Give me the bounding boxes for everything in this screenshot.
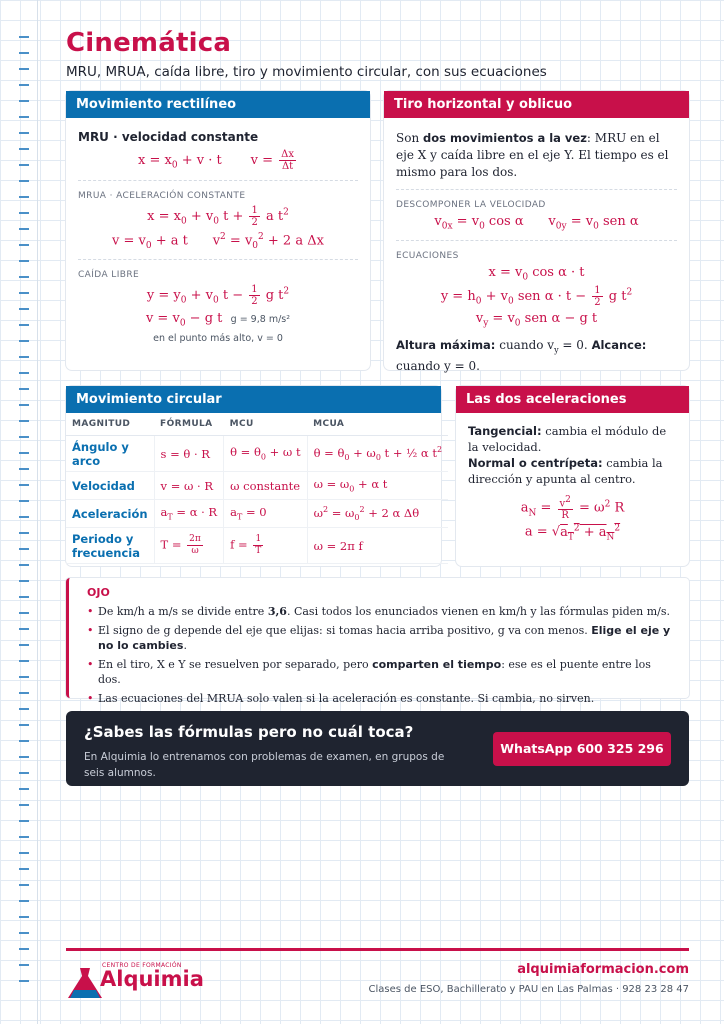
row-label: Aceleración: [66, 500, 154, 528]
table-row: Ángulo y arco s = θ · R $\theta = \theta_0 + \omega$ t $\theta = \theta_0 + \omega_0$ t + ½ α $t^2$: [66, 436, 448, 472]
total-formula: $a = √a_T^2 + a_N^2$: [524, 523, 621, 543]
warning-item: • En el tiro, X e Y se resuelven por separado, pero comparten el tiempo: ese es el puente entre los dos.: [87, 657, 675, 687]
card-title: Movimiento circular: [66, 386, 441, 413]
col-header: MAGNITUD: [66, 413, 154, 436]
warning-item: • De km/h a m/s se divide entre 3,6. Casi todos los enunciados vienen en km/h y las fórmulas piden m/s.: [87, 604, 675, 619]
mrua-label: MRUA · ACELERACIÓN CONSTANTE: [78, 191, 246, 201]
mrua-formula-2: $v = v_0 + a$ t $v^2 = v_0^2 + 2$ a Δx: [112, 232, 324, 251]
normal-formula: $a_N$ = $\frac{v^2}{R}$ = $\omega^2$ R: [520, 495, 625, 522]
alquimia-logo: [66, 962, 204, 991]
caida-label: CAÍDA LIBRE: [78, 269, 140, 280]
caida-note: en el punto más alto, v = 0: [153, 332, 283, 344]
tangencial-text: Tangencial: cambia el módulo de la velocidad.: [468, 424, 667, 454]
card-tiro: [384, 91, 689, 374]
page-title: Cinemática: [66, 28, 232, 58]
card-title: Tiro horizontal y oblicuo: [384, 91, 689, 118]
caida-formula-1: $y = y_0 + v_0$ t − $\frac{1}{2}$ g $t^2$: [146, 283, 290, 307]
caida-formula-2: $v = v_0 - g$ t g = 9,8 m/s²: [145, 310, 291, 329]
mru-formula: $x = x_0 + v \cdot t$ v = $\frac{\Delta x}{\Delta t}$: [138, 149, 294, 172]
notebook-spiral-marks: [19, 36, 29, 996]
footer-url-link[interactable]: alquimiaformacion.com: [517, 962, 689, 977]
warning-item: • El signo de g depende del eje que elijas: si tomas hacia arriba positivo, g va con menos. Elige el eje y no lo cambies.: [87, 623, 675, 653]
mrua-formula-1: $x = x_0 + v_0$ t + $\frac{1}{2}$ a $t^2$: [147, 205, 289, 228]
col-header: MCU: [224, 413, 308, 436]
circular-table: [66, 413, 448, 564]
mru-label: MRU · velocidad constante: [78, 130, 259, 144]
col-header: FÓRMULA: [154, 413, 224, 436]
tiro-formula-vy: $v_y = v_0$ sen α − g t: [475, 311, 598, 329]
table-row: Velocidad v = ω · R ω constante $\omega = \omega_0 + \alpha$ t: [66, 472, 448, 500]
card-movimiento-circular: [66, 386, 441, 566]
cta-text: En Alquimia lo entrenamos con problemas de examen, en grupos de seis alumnos.: [84, 751, 445, 779]
cta-title: ¿Sabes las fórmulas pero no cuál toca?: [84, 723, 414, 741]
tiro-altura-alcance: Altura máxima: cuando $v_y = 0$. Alcance: cuando y = 0.: [396, 337, 647, 374]
warning-box: [66, 578, 689, 705]
whatsapp-button[interactable]: WhatsApp 600 325 296: [493, 732, 671, 766]
row-label: Ángulo y arco: [66, 436, 154, 472]
card-title: Movimiento rectilíneo: [66, 91, 370, 118]
footer-divider: [66, 948, 689, 951]
card-movimiento-rectilineo: [66, 91, 370, 370]
col-header: MCUA: [307, 413, 448, 436]
tiro-formula-x: $x = v_0$ cos α · t: [488, 264, 585, 283]
table-row: Periodo y frecuencia T = $\frac{2\pi}{\omega}$ f = $\frac{1}{T}$ ω = 2π f: [66, 528, 448, 564]
warning-item: • Las ecuaciones del MRUA solo valen si la aceleración es constante. Si cambia, no sirven.: [87, 691, 675, 706]
tiro-intro: Son dos movimientos a la vez: MRU en el eje X y caída libre en el eje Y. El tiempo es el mismo para los dos.: [396, 131, 669, 179]
page-subtitle: MRU, MRUA, caída libre, tiro y movimiento circular, con sus ecuaciones: [66, 64, 547, 80]
card-title: Las dos aceleraciones: [456, 386, 689, 413]
page-header: [66, 28, 547, 80]
table-row: Aceleración $a_T = \alpha \cdot R$ $a_T = 0$ $\omega^2 = \omega_0^2 + 2$ α Δθ: [66, 500, 448, 528]
cta-banner: [66, 711, 689, 786]
card-aceleraciones: [456, 386, 689, 566]
row-label: Periodo y frecuencia: [66, 528, 154, 564]
descomponer-formula: $v_{0x} = v_0$ cos α $v_{0y} = v_0$ sen α: [434, 214, 639, 232]
logo-name: Alquimia: [100, 967, 204, 991]
descomponer-label: DESCOMPONER LA VELOCIDAD: [396, 200, 546, 210]
logo-tagline: CENTRO DE FORMACIÓN: [102, 962, 182, 969]
ecuaciones-label: ECUACIONES: [396, 250, 459, 261]
g-value: g = 9,8 m/s²: [230, 313, 291, 325]
logo-flask-icon: [66, 968, 106, 998]
notebook-margin: [37, 0, 38, 1024]
row-label: Velocidad: [66, 472, 154, 500]
warning-title: OJO: [87, 586, 110, 599]
normal-text: Normal o centrípeta: cambia la dirección y apunta al centro.: [468, 456, 663, 486]
footer-info: Clases de ESO, Bachillerato y PAU en Las Palmas · 928 23 28 47: [368, 984, 689, 995]
tiro-formula-y: $y = h_0 + v_0$ sen α · t − $\frac{1}{2}$ g $t^2$: [440, 285, 633, 309]
